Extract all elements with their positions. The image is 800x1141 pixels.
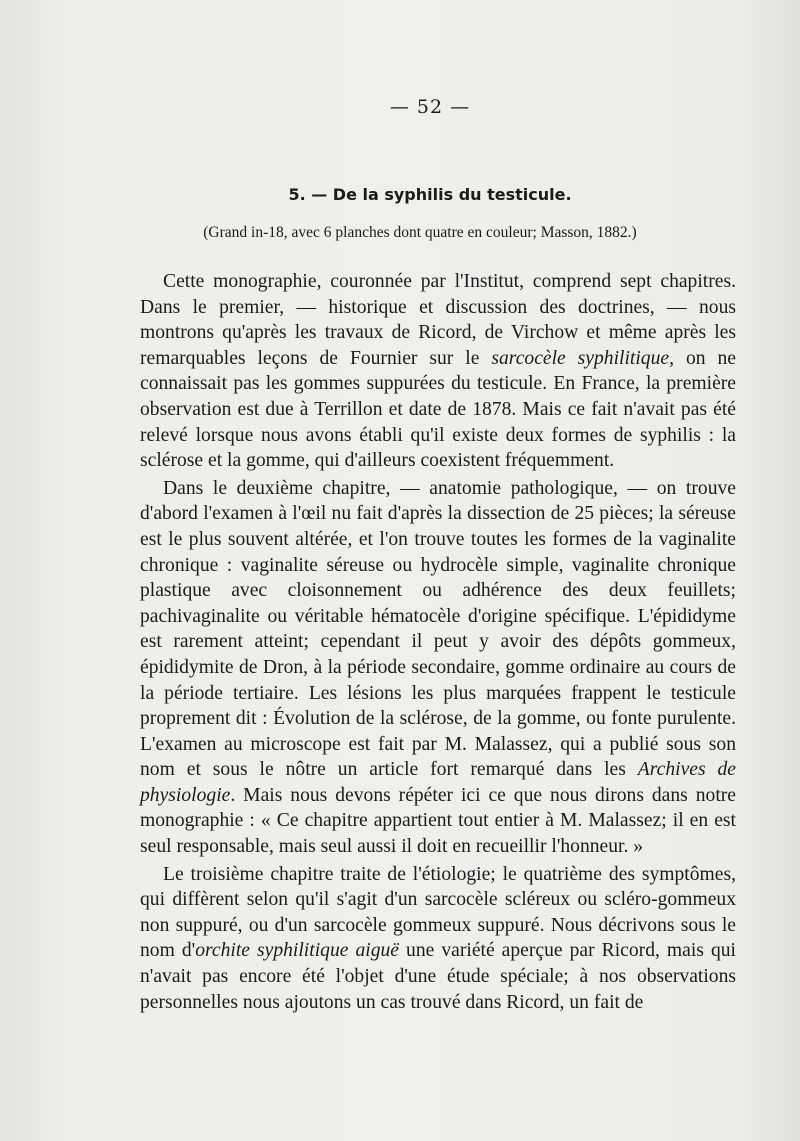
paragraph-1-text-a: Cette monographie, couronnée par l'Institut, comprend sept chapitres. Dans le premier, — historique et discussion des doctrines, — nous montrons qu'après les travaux de Ricord, de Virchow et même après les remarquables leçons de Fournier sur le [140,271,736,369]
paragraph-3-italic: orchite syphilitique aiguë [195,940,399,962]
paragraph-2 [140,476,736,860]
body-text [140,269,736,1015]
paragraph-1-italic: sarcocèle syphilitique [491,347,670,369]
paragraph-2-text-b: . Mais nous devons répéter ici ce que nous dirons dans notre monographie : « Ce chapitre appartient tout entier à M. Malassez; il en est seul responsable, mais seul aussi il doit en recueillir l'honneur. » [140,784,736,858]
paragraph-3-text-a: Le troisième chapitre traite de l'étiologie; le quatrième des symptômes, qui diffèrent selon qu'il s'agit d'un sarcocèle scléreux ou scléro-gommeux non suppuré, ou d'un sarcocèle gommeux suppuré. Nous décrivons sous le nom d' [140,863,736,962]
paragraph-3 [140,862,736,1016]
paragraph-1 [140,269,736,474]
paragraph-2-italic: Archives de physiologie [140,759,736,806]
page-number: — 52 — [389,96,471,118]
paragraph-1-text-b: , on ne connaissait pas les gommes suppurées du testicule. En France, la première observation est due à Terrillon et date de 1878. Mais ce fait n'avait pas été relevé lorsque nous avons établi qu'il existe deux formes de syphilis : la sclérose et la gomme, qui d'ailleurs coexistent fréquemment. [140,347,736,472]
section-title: 5. — De la syphilis du testicule. [288,185,572,204]
paragraph-3-text-b: une variété aperçue par Ricord, mais qui n'avait pas encore été l'objet d'une étude spéciale; à nos observations personnelles nous ajoutons un cas trouvé dans Ricord, un fait de [140,940,737,1013]
paragraph-2-text-a: Dans le deuxième chapitre, — anatomie pathologique, — on trouve d'abord l'examen à l'œil nu fait d'après la dissection de 25 pièces; la séreuse est le plus souvent altérée, et l'on trouve toutes les formes de la vaginalite chronique : vaginalite séreuse ou hydrocèle simple, vaginalite chronique plastique avec cloisonnement ou adhérence des deux feuillets; pachivaginalite ou véritable hématocèle d'origine spécifique. L'épididyme est rarement atteint; cependant il peut y avoir des dépôts gommeux, épididymite de Dron, à la période secondaire, gomme ordinaire au cours de la période tertiaire. Les lésions les plus marquées frappent le testicule proprement dit : Évolution de la sclérose, de la gomme, ou fonte purulente. L'examen au microscope est fait par M. Malassez, qui a publié sous son nom et sous le nôtre un article fort remarqué dans les [140,477,736,781]
section-subtitle: (Grand in-18, avec 6 planches dont quatre en couleur; Masson, 1882.) [203,224,637,241]
